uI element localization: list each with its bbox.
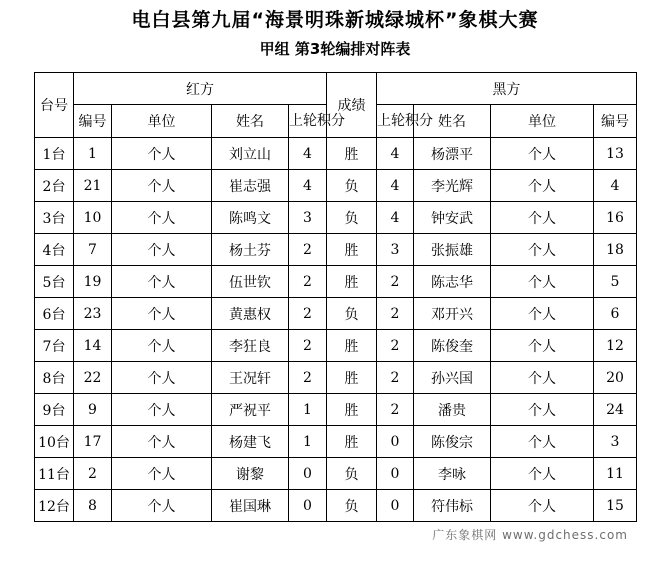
table-row — [35, 138, 637, 170]
cell-black-name: 李咏 — [414, 458, 491, 490]
table-row — [35, 458, 637, 490]
cell-black-prev-score: 0 — [377, 490, 414, 522]
cell-table-no: 10台 — [35, 426, 74, 458]
cell-black-name: 潘贵 — [414, 394, 491, 426]
cell-red-name: 崔国琳 — [212, 490, 289, 522]
table-row — [35, 298, 637, 330]
cell-table-no: 11台 — [35, 458, 74, 490]
cell-result: 胜 — [327, 394, 377, 426]
cell-red-prev-score: 2 — [289, 330, 327, 362]
cell-result: 负 — [327, 170, 377, 202]
header-row-main — [35, 73, 637, 105]
cell-red-unit: 个人 — [112, 234, 212, 266]
cell-black-unit: 个人 — [491, 426, 594, 458]
cell-table-no: 8台 — [35, 362, 74, 394]
cell-red-prev-score: 2 — [289, 362, 327, 394]
table-row — [35, 362, 637, 394]
cell-black-name: 孙兴国 — [414, 362, 491, 394]
cell-result: 负 — [327, 490, 377, 522]
cell-red-name: 崔志强 — [212, 170, 289, 202]
cell-black-unit: 个人 — [491, 394, 594, 426]
cell-table-no: 4台 — [35, 234, 74, 266]
cell-black-number: 6 — [594, 298, 637, 330]
cell-result: 胜 — [327, 362, 377, 394]
cell-black-unit: 个人 — [491, 298, 594, 330]
cell-red-unit: 个人 — [112, 362, 212, 394]
cell-black-unit: 个人 — [491, 170, 594, 202]
cell-black-number: 3 — [594, 426, 637, 458]
cell-red-name: 李狂良 — [212, 330, 289, 362]
cell-black-name: 杨漂平 — [414, 138, 491, 170]
cell-red-name: 陈鸣文 — [212, 202, 289, 234]
cell-black-unit: 个人 — [491, 266, 594, 298]
cell-black-prev-score: 0 — [377, 426, 414, 458]
header-black-name: 姓名 — [414, 105, 491, 138]
cell-result: 负 — [327, 202, 377, 234]
cell-table-no: 9台 — [35, 394, 74, 426]
cell-table-no: 1台 — [35, 138, 74, 170]
header-red-number: 编号 — [74, 105, 112, 138]
cell-table-no: 7台 — [35, 330, 74, 362]
cell-black-prev-score: 2 — [377, 394, 414, 426]
cell-red-prev-score: 4 — [289, 170, 327, 202]
cell-result: 胜 — [327, 330, 377, 362]
cell-red-number: 10 — [74, 202, 112, 234]
cell-black-unit: 个人 — [491, 138, 594, 170]
document-title: 电白县第九届“海景明珠新城绿城杯”象棋大赛 — [131, 9, 539, 31]
cell-red-number: 22 — [74, 362, 112, 394]
header-black-number: 编号 — [594, 105, 637, 138]
cell-red-unit: 个人 — [112, 170, 212, 202]
cell-result: 负 — [327, 298, 377, 330]
header-black-side: 黑方 — [377, 73, 637, 105]
header-red-name: 姓名 — [212, 105, 289, 138]
cell-red-number: 1 — [74, 138, 112, 170]
cell-black-unit: 个人 — [491, 202, 594, 234]
cell-black-prev-score: 0 — [377, 458, 414, 490]
cell-black-prev-score: 2 — [377, 330, 414, 362]
cell-black-prev-score: 2 — [377, 266, 414, 298]
header-red-prev-score: 上轮积分 — [289, 105, 327, 138]
cell-black-unit: 个人 — [491, 330, 594, 362]
cell-result: 胜 — [327, 266, 377, 298]
table-row — [35, 330, 637, 362]
cell-red-prev-score: 2 — [289, 298, 327, 330]
cell-black-number: 12 — [594, 330, 637, 362]
cell-red-unit: 个人 — [112, 426, 212, 458]
table-row — [35, 234, 637, 266]
cell-red-unit: 个人 — [112, 330, 212, 362]
cell-red-prev-score: 0 — [289, 458, 327, 490]
cell-red-number: 7 — [74, 234, 112, 266]
cell-black-name: 符伟标 — [414, 490, 491, 522]
cell-red-number: 17 — [74, 426, 112, 458]
cell-red-number: 14 — [74, 330, 112, 362]
cell-red-prev-score: 1 — [289, 426, 327, 458]
cell-red-unit: 个人 — [112, 298, 212, 330]
cell-table-no: 12台 — [35, 490, 74, 522]
cell-black-prev-score: 2 — [377, 362, 414, 394]
header-table-no: 台号 — [35, 73, 74, 138]
cell-red-number: 19 — [74, 266, 112, 298]
cell-red-name: 杨建飞 — [212, 426, 289, 458]
cell-black-prev-score: 2 — [377, 298, 414, 330]
cell-black-name: 陈俊宗 — [414, 426, 491, 458]
cell-black-unit: 个人 — [491, 234, 594, 266]
cell-black-unit: 个人 — [491, 458, 594, 490]
cell-result: 胜 — [327, 138, 377, 170]
cell-black-number: 16 — [594, 202, 637, 234]
cell-red-name: 王况轩 — [212, 362, 289, 394]
cell-red-prev-score: 4 — [289, 138, 327, 170]
cell-black-name: 钟安武 — [414, 202, 491, 234]
cell-red-number: 8 — [74, 490, 112, 522]
header-red-side: 红方 — [74, 73, 327, 105]
cell-red-number: 21 — [74, 170, 112, 202]
cell-red-unit: 个人 — [112, 458, 212, 490]
cell-red-name: 杨土芬 — [212, 234, 289, 266]
cell-result: 负 — [327, 458, 377, 490]
cell-black-number: 20 — [594, 362, 637, 394]
cell-black-name: 邓开兴 — [414, 298, 491, 330]
cell-black-prev-score: 4 — [377, 138, 414, 170]
table-row — [35, 394, 637, 426]
cell-black-number: 24 — [594, 394, 637, 426]
cell-black-number: 5 — [594, 266, 637, 298]
cell-black-number: 18 — [594, 234, 637, 266]
cell-red-number: 23 — [74, 298, 112, 330]
cell-red-prev-score: 0 — [289, 490, 327, 522]
cell-black-number: 15 — [594, 490, 637, 522]
header-result: 成绩 — [327, 73, 377, 138]
cell-result: 胜 — [327, 234, 377, 266]
table-row — [35, 426, 637, 458]
cell-red-unit: 个人 — [112, 202, 212, 234]
cell-black-number: 11 — [594, 458, 637, 490]
cell-black-name: 陈志华 — [414, 266, 491, 298]
cell-black-name: 李光辉 — [414, 170, 491, 202]
cell-red-name: 谢黎 — [212, 458, 289, 490]
cell-red-number: 9 — [74, 394, 112, 426]
cell-black-prev-score: 4 — [377, 202, 414, 234]
cell-black-name: 陈俊奎 — [414, 330, 491, 362]
cell-black-number: 13 — [594, 138, 637, 170]
table-row — [35, 170, 637, 202]
table-row — [35, 266, 637, 298]
pairing-table — [34, 72, 637, 522]
cell-red-number: 2 — [74, 458, 112, 490]
cell-red-name: 刘立山 — [212, 138, 289, 170]
cell-red-unit: 个人 — [112, 266, 212, 298]
cell-table-no: 3台 — [35, 202, 74, 234]
cell-red-unit: 个人 — [112, 490, 212, 522]
cell-black-unit: 个人 — [491, 490, 594, 522]
cell-black-prev-score: 3 — [377, 234, 414, 266]
cell-black-name: 张振雄 — [414, 234, 491, 266]
cell-black-unit: 个人 — [491, 362, 594, 394]
site-watermark: 广东象棋网 www.gdchess.com — [432, 528, 628, 542]
cell-red-name: 严祝平 — [212, 394, 289, 426]
header-black-unit: 单位 — [491, 105, 594, 138]
cell-black-prev-score: 4 — [377, 170, 414, 202]
cell-red-prev-score: 2 — [289, 266, 327, 298]
cell-red-unit: 个人 — [112, 394, 212, 426]
cell-red-prev-score: 1 — [289, 394, 327, 426]
header-red-unit: 单位 — [112, 105, 212, 138]
cell-table-no: 5台 — [35, 266, 74, 298]
cell-table-no: 2台 — [35, 170, 74, 202]
document-subtitle: 甲组 第3轮编排对阵表 — [259, 40, 411, 58]
cell-red-name: 黄惠权 — [212, 298, 289, 330]
header-black-prev-score: 上轮积分 — [377, 105, 414, 138]
table-row — [35, 490, 637, 522]
table-row — [35, 202, 637, 234]
cell-result: 胜 — [327, 426, 377, 458]
cell-red-unit: 个人 — [112, 138, 212, 170]
cell-red-prev-score: 2 — [289, 234, 327, 266]
cell-red-name: 伍世钦 — [212, 266, 289, 298]
cell-red-prev-score: 3 — [289, 202, 327, 234]
cell-table-no: 6台 — [35, 298, 74, 330]
cell-black-number: 4 — [594, 170, 637, 202]
